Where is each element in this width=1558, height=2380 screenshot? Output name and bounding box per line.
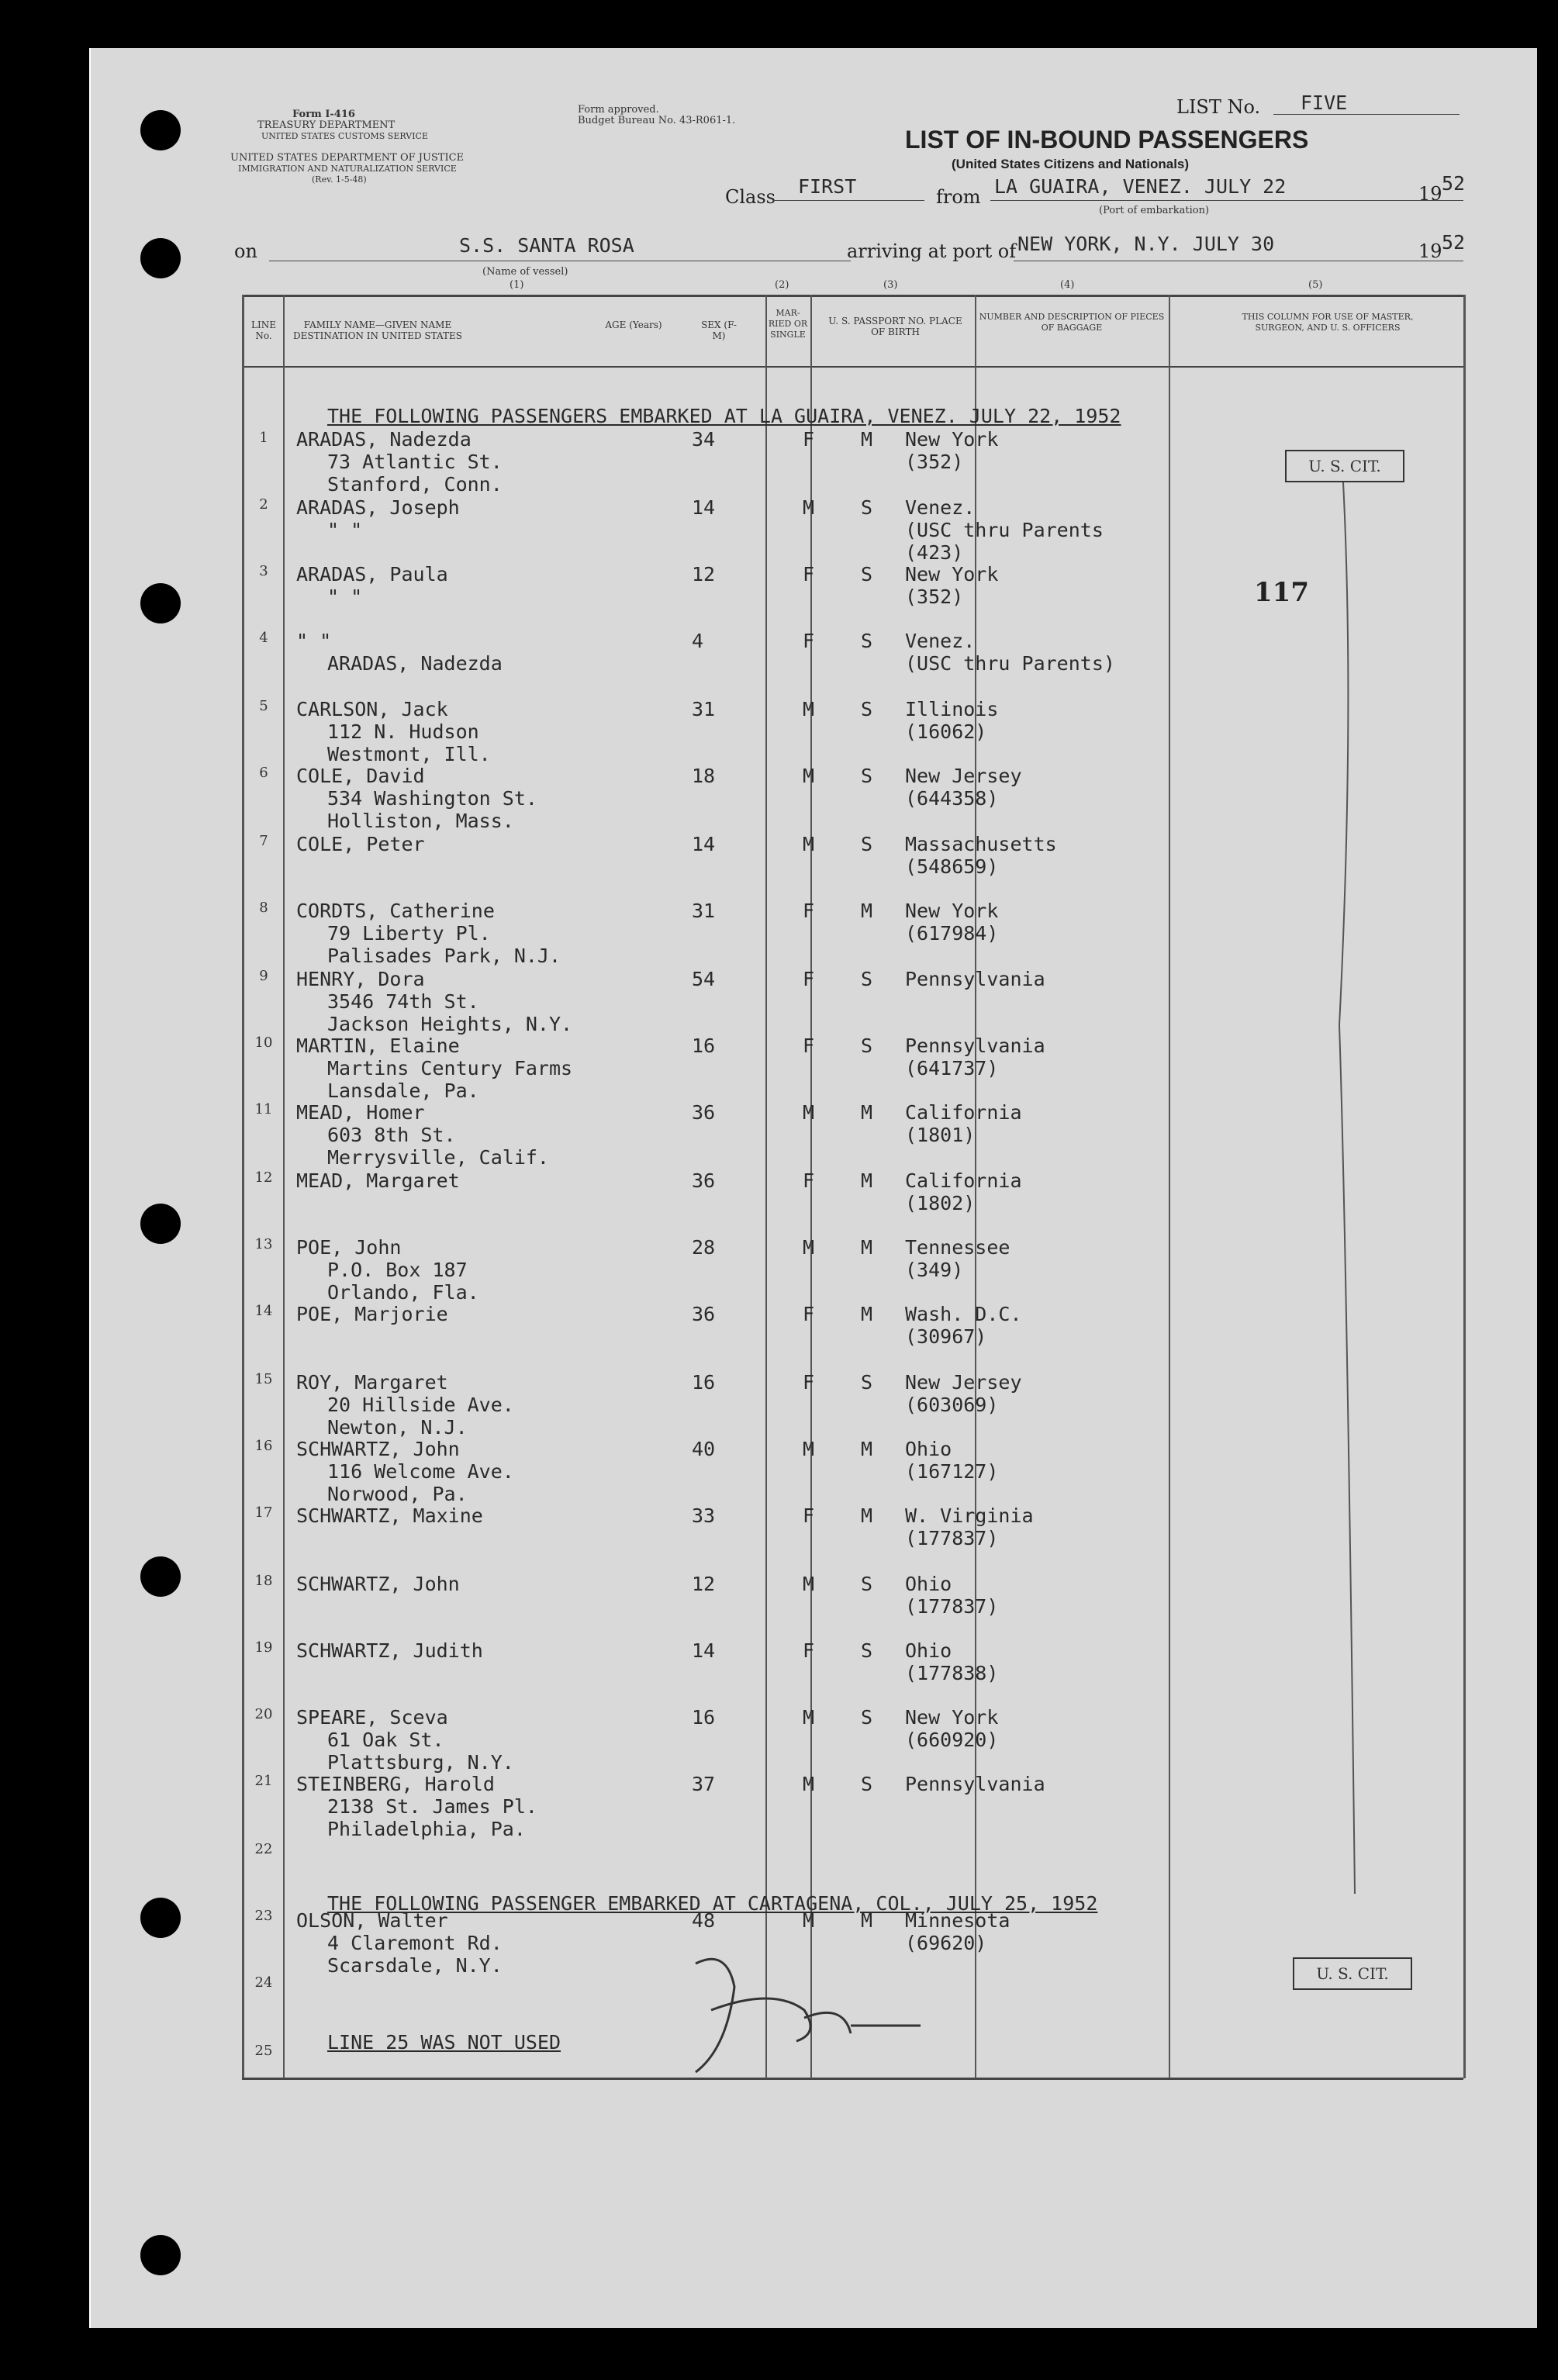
passenger-address: Merrysville, Calif. xyxy=(327,1146,549,1169)
header-married: MAR-RIED OR SINGLE xyxy=(768,308,808,340)
passenger-address: Westmont, Ill. xyxy=(327,743,491,765)
budget-bureau: Budget Bureau No. 43-R061-1. xyxy=(578,115,736,126)
passenger-marital-status: S xyxy=(861,563,873,586)
place-of-birth: New York xyxy=(905,428,999,451)
table-right-border xyxy=(1463,295,1466,2078)
passport-number: (349) xyxy=(905,1259,964,1281)
header-age: AGE (Years) xyxy=(605,320,662,330)
passenger-sex: M xyxy=(803,1909,815,1932)
passenger-sex: F xyxy=(803,968,815,990)
line-number: 25 xyxy=(254,2043,273,2059)
header-sex: SEX (F-M) xyxy=(701,320,737,341)
form-title: LIST OF IN-BOUND PASSENGERS xyxy=(905,126,1309,154)
from-year-prefix: 19 xyxy=(1418,183,1442,205)
line-number: 23 xyxy=(254,1908,273,1924)
passenger-sex: F xyxy=(803,900,815,922)
passenger-address: Newton, N.J. xyxy=(327,1416,468,1439)
passenger-address: 2138 St. James Pl. xyxy=(327,1795,537,1818)
place-of-birth: Massachusetts xyxy=(905,833,1057,855)
place-of-birth: Illinois xyxy=(905,698,999,720)
dept-justice: UNITED STATES DEPARTMENT OF JUSTICE xyxy=(230,152,465,164)
passenger-address: 20 Hillside Ave. xyxy=(327,1394,514,1416)
passenger-marital-status: M xyxy=(861,1504,873,1527)
port-embarkation-note: (Port of embarkation) xyxy=(1099,205,1210,216)
passenger-age: 36 xyxy=(692,1303,716,1325)
punch-hole xyxy=(140,2235,181,2275)
form-subtitle: (United States Citizens and Nationals) xyxy=(952,157,1190,171)
line-number: 2 xyxy=(259,496,268,513)
line-number: 22 xyxy=(254,1841,273,1857)
line-number: 20 xyxy=(254,1706,273,1722)
passenger-name: CARLSON, Jack xyxy=(296,698,448,720)
embarkation-note-laguaira: THE FOLLOWING PASSENGERS EMBARKED AT LA GUAIRA, VENEZ. JULY 22, 1952 xyxy=(327,405,1121,427)
passenger-sex: M xyxy=(803,1573,815,1595)
place-of-birth: New York xyxy=(905,1706,999,1729)
passenger-marital-status: M xyxy=(861,1303,873,1325)
passenger-age: 14 xyxy=(692,1639,716,1662)
line-number: 14 xyxy=(254,1303,273,1319)
passport-number: (167127) xyxy=(905,1460,999,1483)
arriving-label: arriving at port of xyxy=(847,240,1017,262)
passenger-age: 14 xyxy=(692,833,716,855)
header-officers: THIS COLUMN FOR USE OF MASTER, SURGEON, AND U. S. OFFICERS xyxy=(1242,312,1414,333)
passport-number: (603069) xyxy=(905,1394,999,1416)
col-num-4: (4) xyxy=(1060,279,1075,291)
passenger-sex: M xyxy=(803,1773,815,1795)
embarkation-note-cartagena: THE FOLLOWING PASSENGER EMBARKED AT CARTAGENA, COL., JULY 25, 1952 xyxy=(327,1892,1098,1915)
from-year: 52 xyxy=(1442,172,1466,195)
passenger-address: 534 Washington St. xyxy=(327,787,537,810)
passenger-sex: M xyxy=(803,833,815,855)
passenger-age: 14 xyxy=(692,496,716,519)
passport-number: (16062) xyxy=(905,720,987,743)
line-number: 21 xyxy=(254,1773,273,1789)
vessel-note: (Name of vessel) xyxy=(482,266,568,278)
passenger-name: " " xyxy=(296,630,332,652)
place-of-birth: New York xyxy=(905,563,999,586)
from-value: LA GUAIRA, VENEZ. JULY 22 xyxy=(994,175,1287,198)
col-num-5: (5) xyxy=(1308,279,1323,291)
line-number: 5 xyxy=(259,698,268,714)
passenger-address: Norwood, Pa. xyxy=(327,1483,468,1505)
list-no-underline xyxy=(1273,114,1460,115)
passenger-address: Palisades Park, N.J. xyxy=(327,945,561,967)
passenger-name: COLE, Peter xyxy=(296,833,425,855)
from-underline xyxy=(990,200,1463,201)
passenger-sex: M xyxy=(803,496,815,519)
on-label: on xyxy=(234,240,257,262)
passenger-name: SCHWARTZ, Judith xyxy=(296,1639,483,1662)
passenger-address: 116 Welcome Ave. xyxy=(327,1460,514,1483)
passenger-name: ARADAS, Paula xyxy=(296,563,448,586)
place-of-birth: Minnesota xyxy=(905,1909,1010,1932)
passenger-address: Scarsdale, N.Y. xyxy=(327,1954,503,1977)
table-left-border xyxy=(242,295,244,2078)
passenger-address: " " xyxy=(327,519,363,541)
line-number: 19 xyxy=(254,1639,273,1656)
passenger-name: ARADAS, Joseph xyxy=(296,496,460,519)
punch-hole xyxy=(140,110,181,150)
arr-year: 52 xyxy=(1442,231,1466,254)
passenger-age: 37 xyxy=(692,1773,716,1795)
punch-hole xyxy=(140,1556,181,1597)
passenger-sex: M xyxy=(803,1438,815,1460)
col-divider xyxy=(1169,295,1170,2078)
passport-number: (352) xyxy=(905,451,964,473)
header-bottom-border xyxy=(242,366,1463,368)
line-number: 24 xyxy=(254,1974,273,1991)
line-number: 1 xyxy=(259,430,268,446)
dept-treasury-sub: UNITED STATES CUSTOMS SERVICE xyxy=(261,131,428,141)
manifest-page xyxy=(89,48,1537,2328)
passenger-marital-status: M xyxy=(861,1169,873,1192)
col-divider xyxy=(283,295,285,2078)
passenger-age: 31 xyxy=(692,698,716,720)
passenger-age: 16 xyxy=(692,1371,716,1394)
passenger-marital-status: S xyxy=(861,1035,873,1057)
passenger-address: ARADAS, Nadezda xyxy=(327,652,503,675)
line-number: 15 xyxy=(254,1371,273,1387)
passenger-marital-status: M xyxy=(861,1909,873,1932)
passenger-age: 16 xyxy=(692,1035,716,1057)
passenger-sex: F xyxy=(803,563,815,586)
passenger-address: Martins Century Farms xyxy=(327,1057,573,1079)
punch-hole xyxy=(140,583,181,623)
passenger-address: 73 Atlantic St. xyxy=(327,451,503,473)
col-num-2: (2) xyxy=(775,279,789,291)
passenger-name: MEAD, Homer xyxy=(296,1101,425,1124)
passenger-age: 12 xyxy=(692,563,716,586)
passenger-age: 4 xyxy=(692,630,704,652)
stamp-number: 117 xyxy=(1254,577,1309,608)
passenger-marital-status: M xyxy=(861,1101,873,1124)
passenger-name: ROY, Margaret xyxy=(296,1371,448,1394)
place-of-birth: New York xyxy=(905,900,999,922)
us-citizen-stamp: U. S. CIT. xyxy=(1293,1957,1412,1990)
place-of-birth: W. Virginia xyxy=(905,1504,1034,1527)
passenger-address: Orlando, Fla. xyxy=(327,1281,479,1304)
passenger-address: Plattsburg, N.Y. xyxy=(327,1751,514,1774)
passenger-address: Holliston, Mass. xyxy=(327,810,514,832)
passenger-marital-status: S xyxy=(861,968,873,990)
passenger-sex: F xyxy=(803,428,815,451)
passport-number: (644358) xyxy=(905,787,999,810)
punch-hole xyxy=(140,238,181,278)
line-number: 3 xyxy=(259,563,268,579)
punch-hole xyxy=(140,1898,181,1938)
passenger-marital-status: S xyxy=(861,496,873,519)
passenger-sex: M xyxy=(803,1706,815,1729)
line-number: 11 xyxy=(254,1101,273,1117)
line-number: 17 xyxy=(254,1504,273,1521)
passenger-name: CORDTS, Catherine xyxy=(296,900,495,922)
passenger-age: 18 xyxy=(692,765,716,787)
passport-number: (USC thru Parents xyxy=(905,519,1104,541)
table-top-border xyxy=(242,295,1463,297)
passenger-marital-status: M xyxy=(861,1236,873,1259)
passenger-sex: F xyxy=(803,1169,815,1192)
passenger-name: POE, Marjorie xyxy=(296,1303,448,1325)
passenger-marital-status: S xyxy=(861,1706,873,1729)
place-of-birth: California xyxy=(905,1101,1022,1124)
passenger-age: 33 xyxy=(692,1504,716,1527)
passenger-address: " " xyxy=(327,586,363,608)
passenger-marital-status: S xyxy=(861,698,873,720)
passenger-age: 31 xyxy=(692,900,716,922)
line-number: 8 xyxy=(259,900,268,916)
passenger-address: 112 N. Hudson xyxy=(327,720,479,743)
passenger-address: Philadelphia, Pa. xyxy=(327,1818,526,1840)
arriving-value: NEW YORK, N.Y. JULY 30 xyxy=(1017,233,1275,255)
col-num-3: (3) xyxy=(883,279,898,291)
passenger-sex: M xyxy=(803,1101,815,1124)
passport-number: (617984) xyxy=(905,922,999,945)
form-revision: (Rev. 1-5-48) xyxy=(312,174,367,185)
passenger-name: OLSON, Walter xyxy=(296,1909,448,1932)
passenger-address: 4 Claremont Rd. xyxy=(327,1932,503,1954)
passenger-sex: F xyxy=(803,630,815,652)
line-number: 16 xyxy=(254,1438,273,1454)
passport-number: (660920) xyxy=(905,1729,999,1751)
passenger-marital-status: S xyxy=(861,833,873,855)
line-25-note: LINE 25 WAS NOT USED xyxy=(327,2031,561,2054)
passenger-name: STEINBERG, Harold xyxy=(296,1773,495,1795)
form-approved: Form approved. xyxy=(578,104,659,116)
passport-number: (USC thru Parents) xyxy=(905,652,1115,675)
passport-number: (1802) xyxy=(905,1192,976,1214)
passenger-name: MEAD, Margaret xyxy=(296,1169,460,1192)
line-number: 13 xyxy=(254,1236,273,1252)
line-number: 6 xyxy=(259,765,268,781)
passenger-name: COLE, David xyxy=(296,765,425,787)
passenger-age: 48 xyxy=(692,1909,716,1932)
passenger-age: 12 xyxy=(692,1573,716,1595)
place-of-birth: Tennessee xyxy=(905,1236,1010,1259)
place-of-birth: Ohio xyxy=(905,1639,952,1662)
passenger-marital-status: M xyxy=(861,900,873,922)
place-of-birth: Wash. D.C. xyxy=(905,1303,1022,1325)
passenger-age: 28 xyxy=(692,1236,716,1259)
place-of-birth: California xyxy=(905,1169,1022,1192)
passenger-sex: F xyxy=(803,1639,815,1662)
passenger-age: 40 xyxy=(692,1438,716,1460)
passenger-age: 36 xyxy=(692,1101,716,1124)
passenger-marital-status: S xyxy=(861,765,873,787)
passenger-marital-status: S xyxy=(861,1573,873,1595)
col-num-1: (1) xyxy=(510,279,524,291)
us-citizen-stamp: U. S. CIT. xyxy=(1285,450,1404,482)
passenger-name: SCHWARTZ, Maxine xyxy=(296,1504,483,1527)
place-of-birth: New Jersey xyxy=(905,1371,1022,1394)
arr-year-prefix: 19 xyxy=(1418,240,1442,262)
passport-number: (30967) xyxy=(905,1325,987,1348)
passenger-name: SCHWARTZ, John xyxy=(296,1573,460,1595)
class-value: FIRST xyxy=(798,175,857,198)
passenger-age: 36 xyxy=(692,1169,716,1192)
header-passport: U. S. PASSPORT NO. PLACE OF BIRTH xyxy=(828,316,962,337)
passport-number: (177838) xyxy=(905,1662,999,1684)
passenger-address: 79 Liberty Pl. xyxy=(327,922,491,945)
passenger-age: 16 xyxy=(692,1706,716,1729)
officer-bracket-line xyxy=(1332,482,1394,1917)
line-number: 9 xyxy=(259,968,268,984)
class-label: Class xyxy=(725,186,776,208)
passenger-address: Jackson Heights, N.Y. xyxy=(327,1013,573,1035)
passenger-address: P.O. Box 187 xyxy=(327,1259,468,1281)
dept-treasury: TREASURY DEPARTMENT xyxy=(257,119,396,131)
passenger-marital-status: S xyxy=(861,1639,873,1662)
from-label: from xyxy=(936,186,981,208)
form-number: Form I-416 xyxy=(292,109,355,120)
passport-number: (548659) xyxy=(905,855,999,878)
line-number: 18 xyxy=(254,1573,273,1589)
punch-hole xyxy=(140,1204,181,1244)
header-baggage: NUMBER AND DESCRIPTION OF PIECES OF BAGGAGE xyxy=(979,312,1165,333)
passenger-name: POE, John xyxy=(296,1236,402,1259)
passport-number: (177837) xyxy=(905,1595,999,1618)
passenger-marital-status: M xyxy=(861,1438,873,1460)
passport-number: (177837) xyxy=(905,1527,999,1549)
list-no-label: LIST No. xyxy=(1176,96,1261,118)
col-divider xyxy=(765,295,767,2078)
passenger-sex: F xyxy=(803,1504,815,1527)
header-line-no: LINE No. xyxy=(251,320,276,341)
passenger-sex: F xyxy=(803,1371,815,1394)
passenger-marital-status: M xyxy=(861,428,873,451)
passport-number: (641737) xyxy=(905,1057,999,1079)
line-number: 12 xyxy=(254,1169,273,1186)
passenger-sex: M xyxy=(803,698,815,720)
place-of-birth: New Jersey xyxy=(905,765,1022,787)
place-of-birth: Ohio xyxy=(905,1438,952,1460)
vessel-name: S.S. SANTA ROSA xyxy=(459,234,634,257)
passport-number: (69620) xyxy=(905,1932,987,1954)
passport-number: (352) xyxy=(905,586,964,608)
place-of-birth: Pennsylvania xyxy=(905,1773,1045,1795)
passenger-marital-status: S xyxy=(861,1773,873,1795)
passenger-address: Stanford, Conn. xyxy=(327,473,503,496)
line-number: 4 xyxy=(259,630,268,646)
passenger-marital-status: S xyxy=(861,630,873,652)
passenger-address: 603 8th St. xyxy=(327,1124,456,1146)
passenger-name: SCHWARTZ, John xyxy=(296,1438,460,1460)
header-name: FAMILY NAME—GIVEN NAME DESTINATION IN UNITED STATES xyxy=(293,320,462,341)
list-no-value: FIVE xyxy=(1301,92,1348,114)
passport-number: (423) xyxy=(905,541,964,564)
passenger-name: HENRY, Dora xyxy=(296,968,425,990)
place-of-birth: Ohio xyxy=(905,1573,952,1595)
class-underline xyxy=(773,200,924,201)
line-number: 10 xyxy=(254,1035,273,1051)
place-of-birth: Venez. xyxy=(905,496,976,519)
passenger-marital-status: S xyxy=(861,1371,873,1394)
passenger-name: MARTIN, Elaine xyxy=(296,1035,460,1057)
passenger-sex: F xyxy=(803,1035,815,1057)
line-number: 7 xyxy=(259,833,268,849)
passenger-address: 61 Oak St. xyxy=(327,1729,444,1751)
passenger-sex: M xyxy=(803,765,815,787)
passenger-name: ARADAS, Nadezda xyxy=(296,428,472,451)
passenger-sex: M xyxy=(803,1236,815,1259)
officer-signature xyxy=(665,1940,944,2095)
place-of-birth: Venez. xyxy=(905,630,976,652)
place-of-birth: Pennsylvania xyxy=(905,1035,1045,1057)
passenger-age: 54 xyxy=(692,968,716,990)
passenger-address: 3546 74th St. xyxy=(327,990,479,1013)
passenger-sex: F xyxy=(803,1303,815,1325)
passenger-name: SPEARE, Sceva xyxy=(296,1706,448,1729)
place-of-birth: Pennsylvania xyxy=(905,968,1045,990)
passenger-age: 34 xyxy=(692,428,716,451)
dept-justice-sub: IMMIGRATION AND NATURALIZATION SERVICE xyxy=(238,164,457,174)
passport-number: (1801) xyxy=(905,1124,976,1146)
passenger-address: Lansdale, Pa. xyxy=(327,1079,479,1102)
